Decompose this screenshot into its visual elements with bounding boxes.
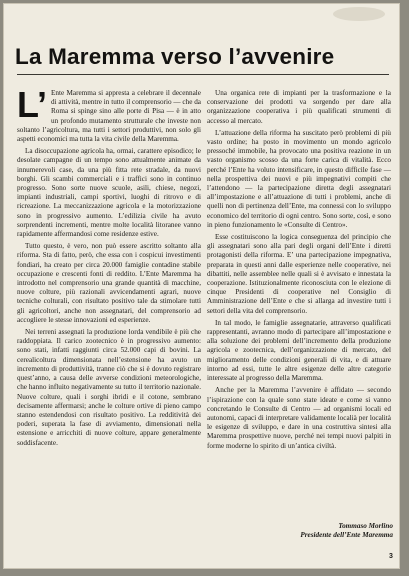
article-title: La Maremma verso l’avvenire [15,44,335,69]
magazine-page [3,3,400,569]
paragraph: Una organica rete di impianti per la trasformazione e la conservazione dei prodotti va sorgendo per dare alla organizzazione cooperativa i più qualificati strumenti di accesso al mercato. [207,89,391,125]
paragraph: Esse costituiscono la logica conseguenza del principio che gli assegnatari sono alla pari degli organi dell’Ente i diretti protagonisti della riforma. E’ una partecipazione impegnativa, preparata in questi anni dalle esperienze nelle cooperative, nei dibattiti, nelle assemblee nelle quali si è avvisato e innestata la cooperazione. Istituzionalmente riconosciuta con le elezione di cinque Presidenti di cooperative nel Consiglio di Amministrazione dell’Ente e che si allarga ad investire tutti i settori della vita del comprensorio. [207,233,391,315]
paragraph: Anche per la Maremma l’avvenire è affidato — secondo l’ispirazione con la quale sono state ideate e come si vanno concretando le Consulte di Centro — ad organismi locali ed autonomi, capaci di interpretare validamente localià per località le esigenze di sviluppo, e dare in una costruttiva sintesi alla Maremma prospettive nuove, perché nei tempi nuovi palpiti in forme moderne lo spirito di un’antica civiltà. [207,386,391,450]
page-number: 3 [389,553,393,560]
author-name: Tommaso Morlino [338,522,393,530]
paragraph: La disoccupazione agricola ha, ormai, carattere episodico; le desolate campagne di un tempo sono attualmente animate da innumerevoli case, da una più fitta rete stradale, da nuovi borghi. Gli scambi commerciali e i traffici sono in continuo progresso. Sono sorte nuove scuole, asili, chiese, negozi, impianti industriali, campi sportivi, luoghi di ritrovo e di ricreazione. La meccanizzazione agricola e la motorizzazione sono in progressivo aumento. L’edilizia civile ha avuto sorprendenti incrementi, mentre molte località litoranee vanno rapidamente affermandosi come residenze estive. [17,147,201,239]
article-column-left [17,89,201,519]
paragraph: L’attuazione della riforma ha suscitato però problemi di più vasto ordine; ha posto in movimento un mondo agricolo pressoché immobile, ha provocato una positiva reazione in un vasto organismo scosso da una forte carica di vitalità. Ecco perché l’Ente ha voluto intensificare, in questo difficile fase — nella prospettiva dei nuovi e più impegnativi compiti che l’attendono — la partecipazione diretta degli assegnatari all’impostazione e all’attuazione di tutti i problemi, anche di quelli non di pertinenza dell’Ente, ma connessi con lo sviluppo economico del territorio di ogni centro. Sono sorte, così, e sono in pieno funzionamento le «Consulte di Centro». [207,128,391,229]
paragraph: Nei terreni assegnati la produzione lorda vendibile è più che raddoppiata. Il carico zootecnico è in progressivo aumento: sono stati, infatti raggiunti circa 52.000 capi di bovini. La cerealicoltura dimensionata nell’estensione ha avuto un incremento di produttività, tranne ciò che si è dovuto registrare quest’anno, a causa delle avverse condizioni meteorologiche, che hanno influito negativamente su tutto il territorio nazionale. Nuove colture, quali i sorghi ibridi e il cotone, sembrano decisamente affermarsi; anche le colture ortive di pieno campo stanno estendendosi con risultato positivo. La redditività dei poderi, superata la fase di avviamento, dimensionati nella estensione e arricchiti di nuove colture, appare generalmente soddisfacente. [17,328,201,447]
author-signature [293,522,393,540]
paragraph-text: Ente Maremma si appresta a celebrare il decennale di attività, mentre in tutto il comprensorio — che da Roma si spinge sino alle porte di Pisa — è in atto un profondo mutamento strutturale che investe non soltanto l’agricoltura, ma tutti i settori produttivi, non solo gli aspetti economici ma tutta la vita civile della Maremma. [17,89,201,144]
paragraph [17,89,201,144]
paragraph: In tal modo, le famiglie assegnatarie, attraverso qualificati rappresentanti, avranno modo di partecipare all’impostazione e alla soluzione dei problemi dell’incremento della produzione agricola e zootecnica, dell’organizzazione di mercato, del miglioramento delle condizioni generali di vita, e di attuare intorno ad essi, tutte le altre esigenze delle altre categorie interessate al progresso della Maremma. [207,318,391,383]
author-role: Presidente dell’Ente Maremma [300,531,393,539]
drop-cap: L’ [17,89,48,125]
paper-stain [333,7,385,21]
title-rule [17,74,389,75]
paragraph: Tutto questo, è vero, non può essere ascritto soltanto alla riforma. Sta di fatto, però, che essa con i cospicui investimenti fondiari, ha creato per circa 20.000 famiglie contadine stabile occupazione e crescenti fonti di reddito. L’Ente Maremma ha introdotto nel comprensorio una grande quantità di macchine, nuove colture, più razionali avvicendamenti agrari, nuove tecniche colturali, con risultato positivo tale da stimolare tutti gli agricoltori, anche non assegnatari, del comprensorio ad accogliere le stesse innovazioni ed esperienze. [17,242,201,324]
article-column-right [207,89,391,519]
